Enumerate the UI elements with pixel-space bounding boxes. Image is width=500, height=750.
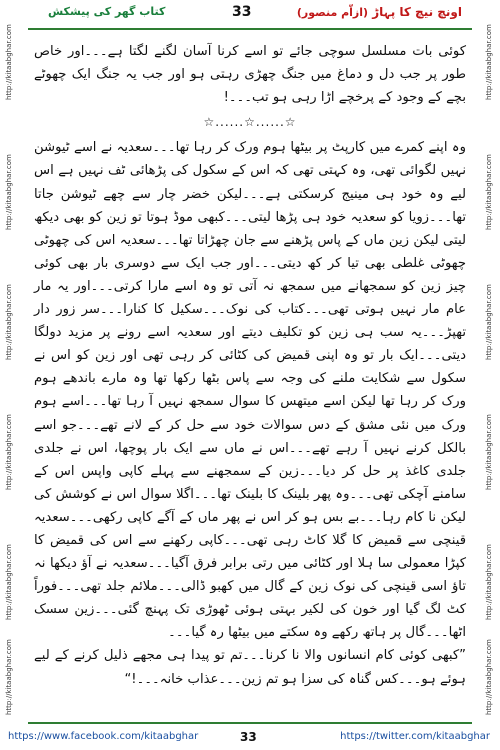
header-page-number: 33 bbox=[232, 4, 252, 20]
page-header bbox=[0, 0, 500, 30]
watermark-right-5: http://kitaabghar.com bbox=[485, 544, 493, 620]
paragraph-1: کوئی بات مسلسل سوچی جائے تو اسے کرنا آسان لگنے لگتا ہے۔۔۔اور خاص طور پر جب دل و دماغ میں جنگ چھڑی رہتی ہو اور جب یہ جنگ ایک چھوٹے بچے کے وجود کے پرخچے اڑا رہی ہو تب۔۔۔! bbox=[34, 44, 466, 106]
watermark-right-2: http://kitaabghar.com bbox=[485, 154, 493, 230]
section-break-stars: ☆......☆......☆ bbox=[203, 115, 297, 130]
watermark-right-1: http://kitaabghar.com bbox=[485, 24, 493, 100]
watermark-right-4: http://kitaabghar.com bbox=[485, 414, 493, 490]
story-title bbox=[297, 5, 462, 19]
magazine-title: کتاب گھر کی پیشکش bbox=[48, 5, 166, 18]
page-footer bbox=[0, 726, 500, 750]
story-body bbox=[34, 40, 466, 715]
watermark-left-2: http://kitaabghar.com bbox=[5, 154, 13, 230]
watermark-left-1: http://kitaabghar.com bbox=[5, 24, 13, 100]
author-name: (ازاّم منصور) bbox=[296, 6, 369, 19]
story-title-text: اونچ نیچ کا پہاڑ bbox=[372, 5, 462, 19]
watermark-right-3: http://kitaabghar.com bbox=[485, 284, 493, 360]
footer-divider bbox=[28, 722, 472, 724]
footer-page-number: 33 bbox=[240, 730, 257, 744]
paragraph-2: وہ اپنے کمرے میں کارپٹ پر بیٹھا ہوم ورک کر رہا تھا۔۔۔سعدیہ نے اسے ٹیوشن نہیں لگوائی تھی، وہ کہتی تھی کہ اس کے سکول کی پڑھائی ٹف نہیں ہے اس لیے وہ خود ہی مینیج کرسکتی ہے۔۔۔لیکن خضر چار سے چھے ٹیوشن جاتا تھا۔۔۔زویا کو سعدیہ خود ہی پڑھا لیتی۔۔۔کبھی موڈ ہوتا تو زین کو بھی دیکھ لیتی لیکن زین ماں کے پاس پڑھنے سے جان چھڑاتا تھا۔۔۔سعدیہ اس کی چھوٹی چھوٹی غلطی بھی تیا کر کھ دیتی۔۔۔اور جب ایک سے دوسری بار بھی کوئی چیز زین کو سمجھانے میں سمجھ نہ آتی تو وہ اسے مارا کرتی۔۔۔اور یہ مار عام مار نہیں ہوتی تھی۔۔۔کتاب کی نوک۔۔۔سکیل کا کنارا۔۔۔سر زور دار تھپڑ۔۔۔یہ سب ہی زین کو تکلیف دیتے اور سعدیہ اسے رونے پر مزید دولگا دیتی۔۔۔ایک بار تو وہ اپنی قمیض کی کٹائی کر رہی تھی اور زین کو اس نے سکول سے شکایت ملنے کی وجہ سے پاس بٹھا رکھا تھا وہ مارے باندھے ہوم ورک کر رہا تھا لیکن اسے میتھس کا سوال سمجھ نہیں آ رہا تھا۔۔۔اسے ہوم ورک میں نئی مشق کے دس سوالات خود سے حل کر کے لانے تھے۔۔۔جو اسے بالکل کرنے نہیں آ رہے تھے۔۔۔اس نے ماں سے ایک بار پوچھا، اس نے جلدی جلدی کاغذ پر حل کر دیا۔۔۔زین کے سمجھنے سے پہلے کاپی واپس اس کے سامنے آچکی تھی۔۔۔وہ پھر بلینک کا بلینک تھا۔۔۔اگلا سوال اس نے کوشش کی لیکن نا کام رہا۔۔۔بے بس ہو کر اس نے پھر ماں کے آگے کاپی رکھی۔۔۔سعدیہ قینچی سے قمیض کا گلا کاٹ رہی تھی۔۔۔کاپی رکھنے سے اس کی قمیض کا کپڑا معمولی سا ہلا اور کٹائی میں رتی برابر فرق آگیا۔۔۔سعدیہ نے آؤ دیکھا نہ تاؤ اسی قینچی کی نوک زین کے گال میں کھبو ڈالی۔۔۔ملائم جلد تھی۔۔۔فوراً کٹ لگ گیا اور خون کی لکیر بہتی ہوئی ٹھوڑی تک پہنچ گئی۔۔۔زین سسک اٹھا۔۔۔گال پر ہاتھ رکھے وہ سکتے میں بیٹھا رہ گیا۔۔۔ bbox=[34, 140, 466, 641]
watermark-left-6: http://kitaabghar.com bbox=[5, 639, 13, 715]
watermark-right-6: http://kitaabghar.com bbox=[485, 639, 493, 715]
right-watermark-strip bbox=[483, 0, 497, 722]
facebook-link[interactable]: https://www.facebook.com/kitaabghar bbox=[8, 731, 199, 742]
left-watermark-strip bbox=[3, 0, 17, 722]
watermark-left-4: http://kitaabghar.com bbox=[5, 414, 13, 490]
watermark-left-5: http://kitaabghar.com bbox=[5, 544, 13, 620]
twitter-link[interactable]: https://twitter.com/kitaabghar bbox=[340, 731, 490, 742]
paragraph-3: ”کبھی کوئی کام انسانوں والا نا کرنا۔۔۔تم تو پیدا ہی مجھے ذلیل کرنے کے لیے ہوئے ہو۔۔۔کس گناہ کی سزا ہو تم زین۔۔۔عذاب خانہ۔۔۔!“ bbox=[34, 648, 466, 687]
header-divider bbox=[28, 28, 472, 30]
watermark-left-3: http://kitaabghar.com bbox=[5, 284, 13, 360]
